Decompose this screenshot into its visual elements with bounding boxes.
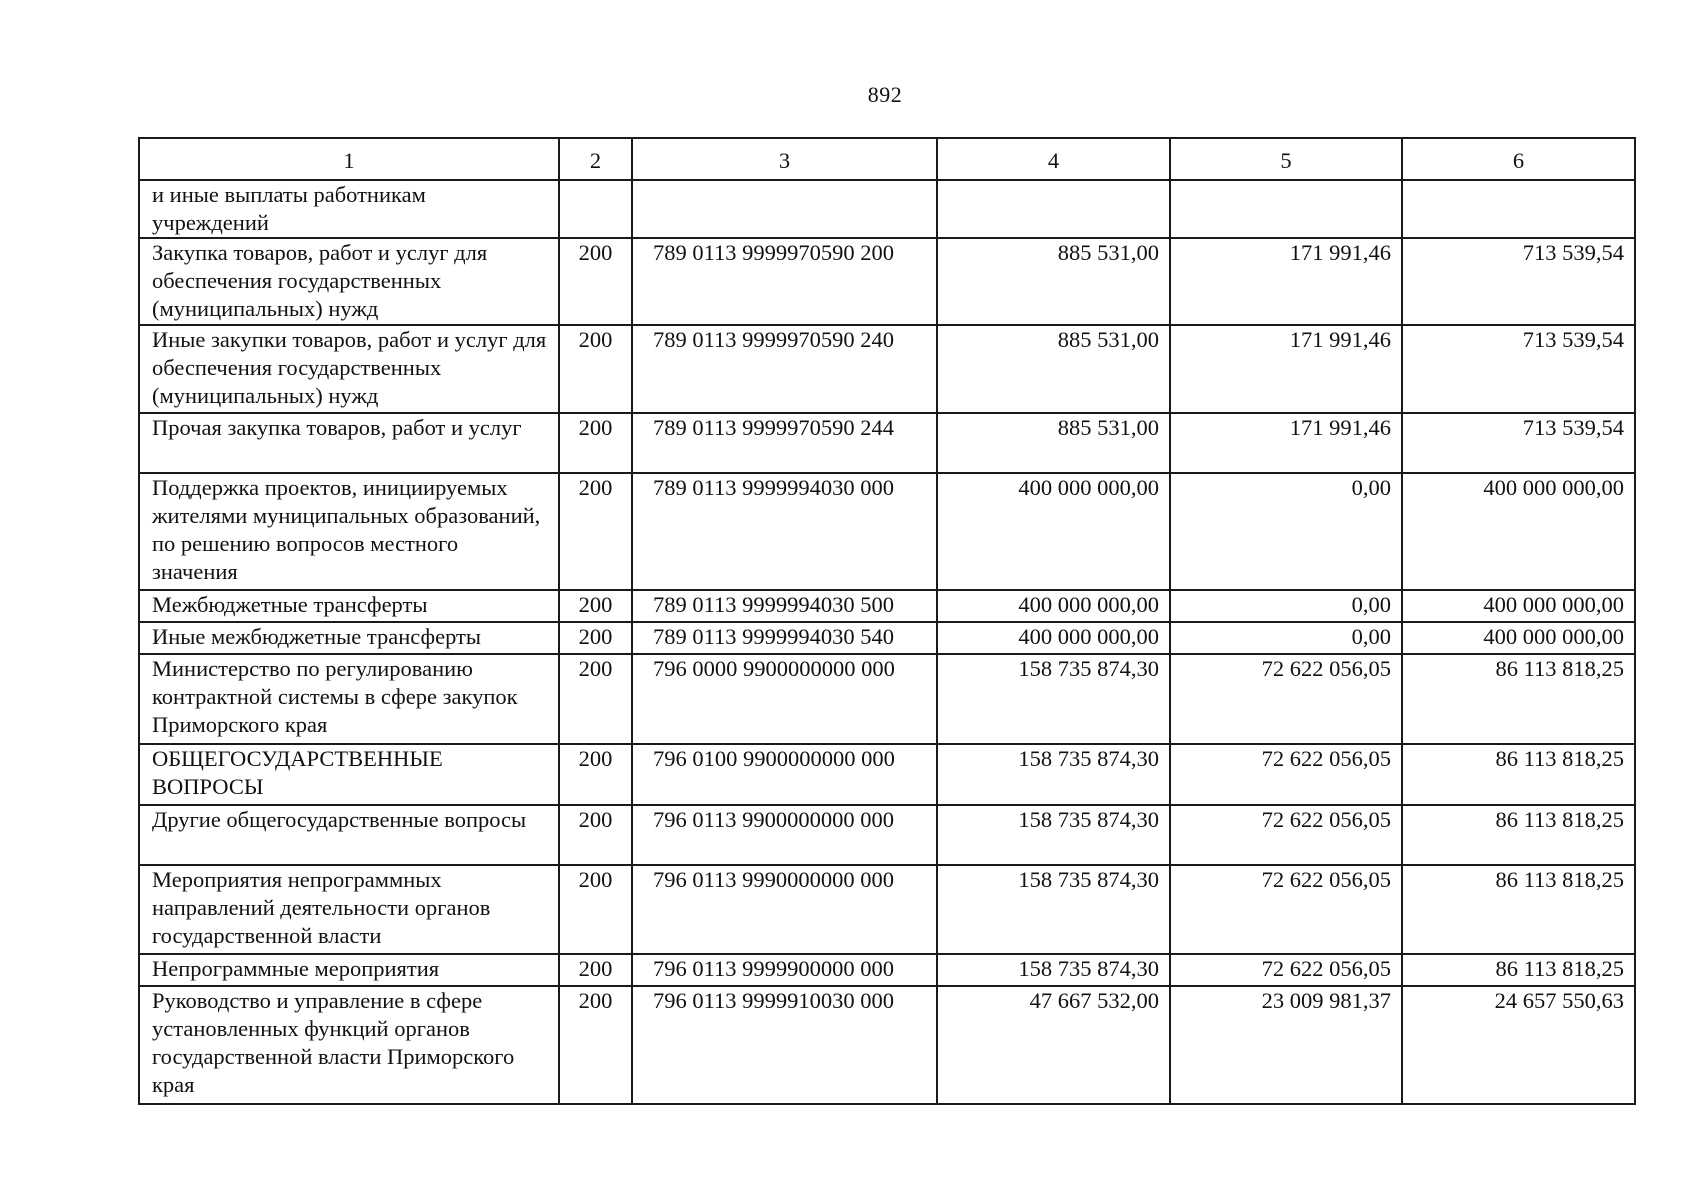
table-row <box>139 654 1635 744</box>
row-value-5-cell: 72 622 056,05 <box>1170 744 1402 805</box>
row-value-6-cell: 400 000 000,00 <box>1402 622 1635 654</box>
row-code-cell: 200 <box>559 413 632 473</box>
row-value-5-cell: 72 622 056,05 <box>1170 865 1402 954</box>
row-code-cell: 200 <box>559 622 632 654</box>
row-classification-code-cell: 796 0113 9900000000 000 <box>632 805 937 865</box>
row-value-6-cell: 86 113 818,25 <box>1402 865 1635 954</box>
row-code-cell: 200 <box>559 654 632 744</box>
row-value-6-cell: 713 539,54 <box>1402 238 1635 325</box>
row-name-cell: и иные выплаты работникам учреждений <box>139 180 559 238</box>
row-value-5-cell: 0,00 <box>1170 622 1402 654</box>
row-classification-code-cell <box>632 180 937 238</box>
row-value-6-cell: 24 657 550,63 <box>1402 986 1635 1104</box>
row-value-4-cell: 885 531,00 <box>937 238 1170 325</box>
row-value-5-cell: 171 991,46 <box>1170 413 1402 473</box>
table-row <box>139 238 1635 325</box>
row-name-cell: Закупка товаров, работ и услуг для обеспечения государственных (муниципальных) нужд <box>139 238 559 325</box>
row-classification-code-cell: 796 0100 9900000000 000 <box>632 744 937 805</box>
table-row <box>139 805 1635 865</box>
row-name-cell: Министерство по регулированию контрактной системы в сфере закупок Приморского края <box>139 654 559 744</box>
column-header-6: 6 <box>1402 138 1635 180</box>
row-value-4-cell: 158 735 874,30 <box>937 744 1170 805</box>
column-header-3: 3 <box>632 138 937 180</box>
row-value-5-cell: 0,00 <box>1170 473 1402 590</box>
row-value-6-cell: 713 539,54 <box>1402 325 1635 413</box>
row-value-6-cell <box>1402 180 1635 238</box>
table-row <box>139 954 1635 986</box>
table-row <box>139 325 1635 413</box>
row-value-5-cell: 23 009 981,37 <box>1170 986 1402 1104</box>
row-value-5-cell: 72 622 056,05 <box>1170 654 1402 744</box>
row-value-4-cell: 158 735 874,30 <box>937 954 1170 986</box>
row-value-4-cell: 47 667 532,00 <box>937 986 1170 1104</box>
row-value-4-cell: 158 735 874,30 <box>937 805 1170 865</box>
row-value-5-cell: 171 991,46 <box>1170 325 1402 413</box>
row-classification-code-cell: 796 0113 9990000000 000 <box>632 865 937 954</box>
column-header-5: 5 <box>1170 138 1402 180</box>
row-value-4-cell <box>937 180 1170 238</box>
row-code-cell: 200 <box>559 744 632 805</box>
row-value-4-cell: 400 000 000,00 <box>937 590 1170 622</box>
table-row <box>139 744 1635 805</box>
table-row <box>139 413 1635 473</box>
table-row <box>139 865 1635 954</box>
row-value-6-cell: 713 539,54 <box>1402 413 1635 473</box>
row-value-4-cell: 400 000 000,00 <box>937 473 1170 590</box>
row-value-6-cell: 400 000 000,00 <box>1402 590 1635 622</box>
column-header-2: 2 <box>559 138 632 180</box>
table-header-row <box>139 138 1635 180</box>
row-classification-code-cell: 789 0113 9999970590 244 <box>632 413 937 473</box>
row-name-cell: Иные межбюджетные трансферты <box>139 622 559 654</box>
row-value-5-cell: 171 991,46 <box>1170 238 1402 325</box>
row-name-cell: ОБЩЕГОСУДАРСТВЕННЫЕ ВОПРОСЫ <box>139 744 559 805</box>
row-classification-code-cell: 789 0113 9999994030 000 <box>632 473 937 590</box>
page-number: 892 <box>867 82 903 107</box>
column-header-4: 4 <box>937 138 1170 180</box>
row-classification-code-cell: 789 0113 9999994030 500 <box>632 590 937 622</box>
row-classification-code-cell: 796 0113 9999910030 000 <box>632 986 937 1104</box>
row-value-6-cell: 86 113 818,25 <box>1402 654 1635 744</box>
row-value-6-cell: 86 113 818,25 <box>1402 744 1635 805</box>
row-classification-code-cell: 796 0000 9900000000 000 <box>632 654 937 744</box>
row-code-cell <box>559 180 632 238</box>
row-code-cell: 200 <box>559 805 632 865</box>
table-row <box>139 590 1635 622</box>
row-value-5-cell: 0,00 <box>1170 590 1402 622</box>
row-value-6-cell: 86 113 818,25 <box>1402 954 1635 986</box>
row-code-cell: 200 <box>559 590 632 622</box>
row-value-4-cell: 885 531,00 <box>937 325 1170 413</box>
row-code-cell: 200 <box>559 238 632 325</box>
row-value-5-cell: 72 622 056,05 <box>1170 954 1402 986</box>
row-code-cell: 200 <box>559 986 632 1104</box>
row-classification-code-cell: 789 0113 9999994030 540 <box>632 622 937 654</box>
row-value-6-cell: 400 000 000,00 <box>1402 473 1635 590</box>
row-value-5-cell <box>1170 180 1402 238</box>
row-value-4-cell: 400 000 000,00 <box>937 622 1170 654</box>
table-row <box>139 986 1635 1104</box>
row-name-cell: Другие общегосударственные вопросы <box>139 805 559 865</box>
row-name-cell: Поддержка проектов, инициируемых жителями муниципальных образований, по решению вопросов местного значения <box>139 473 559 590</box>
row-value-4-cell: 158 735 874,30 <box>937 654 1170 744</box>
row-name-cell: Иные закупки товаров, работ и услуг для обеспечения государственных (муниципальных) нужд <box>139 325 559 413</box>
row-value-4-cell: 885 531,00 <box>937 413 1170 473</box>
row-code-cell: 200 <box>559 865 632 954</box>
row-name-cell: Непрограммные мероприятия <box>139 954 559 986</box>
row-name-cell: Руководство и управление в сфере установленных функций органов государственной власти Приморского края <box>139 986 559 1104</box>
row-value-5-cell: 72 622 056,05 <box>1170 805 1402 865</box>
table-row <box>139 622 1635 654</box>
row-code-cell: 200 <box>559 954 632 986</box>
row-classification-code-cell: 796 0113 9999900000 000 <box>632 954 937 986</box>
row-code-cell: 200 <box>559 473 632 590</box>
row-name-cell: Межбюджетные трансферты <box>139 590 559 622</box>
row-classification-code-cell: 789 0113 9999970590 200 <box>632 238 937 325</box>
row-code-cell: 200 <box>559 325 632 413</box>
row-value-6-cell: 86 113 818,25 <box>1402 805 1635 865</box>
row-name-cell: Прочая закупка товаров, работ и услуг <box>139 413 559 473</box>
row-value-4-cell: 158 735 874,30 <box>937 865 1170 954</box>
row-classification-code-cell: 789 0113 9999970590 240 <box>632 325 937 413</box>
budget-table <box>138 137 1636 1105</box>
table-row <box>139 473 1635 590</box>
row-name-cell: Мероприятия непрограммных направлений деятельности органов государственной власти <box>139 865 559 954</box>
column-header-1: 1 <box>139 138 559 180</box>
table-row <box>139 180 1635 238</box>
